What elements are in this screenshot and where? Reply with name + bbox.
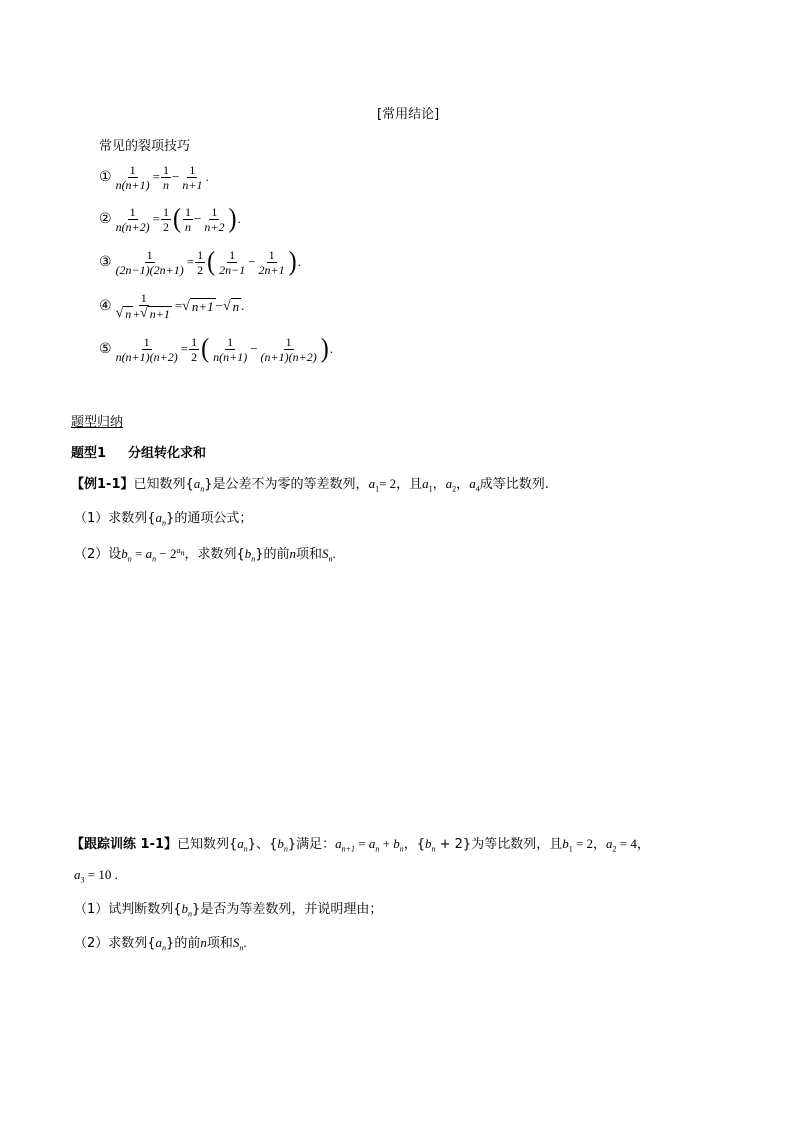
fraction: $\frac{1}{2n-1}$ <box>219 247 246 277</box>
fraction: $\frac{1}{n}$ <box>185 204 191 234</box>
formula-marker: ⑤ <box>99 341 112 357</box>
fraction: $\frac{1}{2}$ <box>197 247 204 277</box>
example-question-2: （2）设$b_n = a_n - 2^{a_n}$，求数列$\{b_n\}$的前n项和$S_n$. <box>74 545 336 564</box>
formula-2: ② $\frac{1}{n(n+2)}$ = $\frac{1}{2}$ ( $\frac{1}{n}$ − $\frac{1}{n+2}$ ) . <box>99 204 241 234</box>
section-title: 常见的裂项技巧 <box>99 139 191 154</box>
sqrt-symbol: √ n+1 <box>182 298 214 314</box>
formula-1: ① $\frac{1}{n(n+1)}$ = $\frac{1}{n}$ − $\frac{1}{n+1}$ . <box>99 162 209 192</box>
exercise-statement-line1: 【跟踪训练 1-1】已知数列$\{a_n\}$、$\{b_n\}$满足：$a_{n+1} = a_n + b_n$，$\{b_n + 2\}$为等比数列，且$b_1 = 2$，$a_2 = 4$， <box>71 836 650 854</box>
formula-4: ④ 1 √ n + √ n+1 = √ n+1 − √ n . <box>99 291 245 321</box>
formula-marker: ① <box>99 169 112 185</box>
formula-marker: ③ <box>99 254 112 270</box>
fraction: $\frac{1}{n(n+1)(n+2)}$ <box>115 334 178 364</box>
sqrt-symbol: √ n <box>222 298 240 314</box>
exercise-statement-line2: $a_3 = 10$ . <box>74 867 118 885</box>
example-question-1: （1）求数列$\{a_n\}$的通项公式； <box>74 510 253 528</box>
formula-3: ③ $\frac{1}{(2n-1)(2n+1)}$ = $\frac{1}{2}$ ( $\frac{1}{2n-1}$ − $\frac{1}{2n+1}$ ) . <box>99 247 301 277</box>
fraction: 1 √ n + √ n+1 <box>115 291 170 321</box>
exercise-question-1: （1）试判断数列$\{b_n\}$是否为等差数列，并说明理由； <box>74 901 383 919</box>
formula-marker: ④ <box>99 298 112 314</box>
fraction: $\frac{1}{n(n+1)}$ <box>213 334 248 364</box>
page-heading: [常用结论] <box>377 107 440 122</box>
fraction: $\frac{1}{n(n+1)}$ <box>115 162 150 192</box>
fraction: $\frac{1}{2}$ <box>163 204 169 234</box>
fraction: $\frac{1}{n(n+2)}$ <box>115 204 150 234</box>
fraction: $\frac{1}{2}$ <box>191 334 198 364</box>
category-title: 题型归纳 <box>71 415 124 430</box>
fraction: $\frac{1}{(2n-1)(2n+1)}$ <box>115 247 184 277</box>
fraction: $\frac{1}{(n+1)(n+2)}$ <box>260 334 317 364</box>
fraction: $\frac{1}{n+2}$ <box>204 204 225 234</box>
sqrt-symbol: √ n <box>115 306 132 321</box>
sqrt-symbol: √ n+1 <box>140 306 170 321</box>
fraction: $\frac{1}{n+1}$ <box>182 162 203 192</box>
formula-marker: ② <box>99 211 112 227</box>
type-heading: 题型1 分组转化求和 <box>71 446 207 461</box>
example-statement: 【例1-1】已知数列$\{a_n\}$是公差不为零的等差数列，$a_1= 2$，且$a_1$，$a_2$，$a_4$成等比数列. <box>71 476 549 494</box>
exercise-question-2: （2）求数列$\{a_n\}$的前n项和$S_n$. <box>74 935 247 953</box>
formula-5: ⑤ $\frac{1}{n(n+1)(n+2)}$ = $\frac{1}{2}$ ( $\frac{1}{n(n+1)}$ − $\frac{1}{(n+1)(n+2)}$ ) . <box>99 334 333 364</box>
fraction: $\frac{1}{n}$ <box>163 162 169 192</box>
fraction: $\frac{1}{2n+1}$ <box>258 247 285 277</box>
